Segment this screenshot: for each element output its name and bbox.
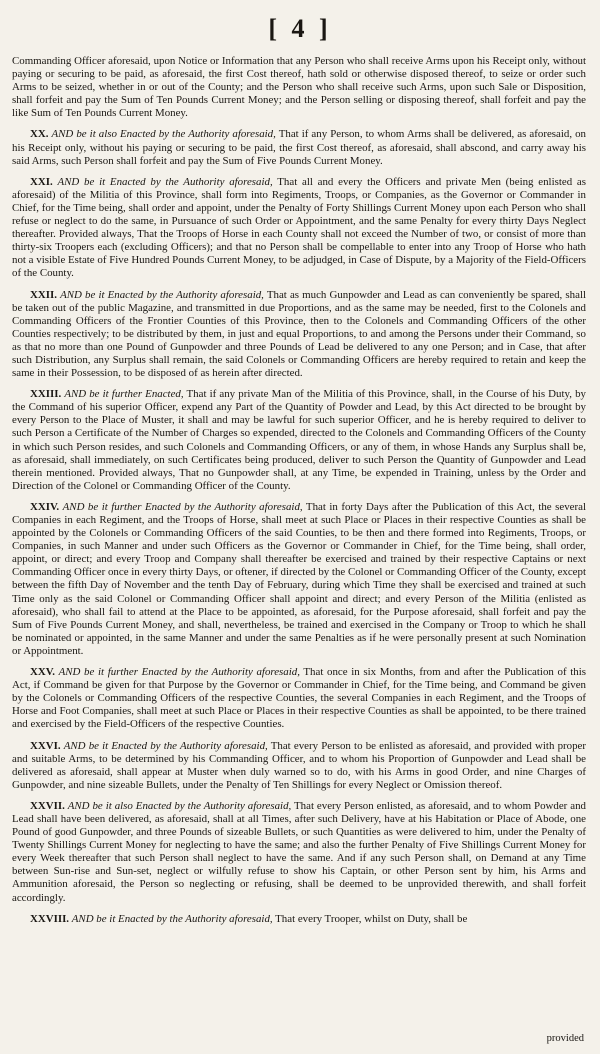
section-paragraph <box>12 740 586 792</box>
section-text: That if any private Man of the Militia of this Province, shall, in the Course of his Duty, by the Command of his superior Officer, expend any Part of the Quantity of Powder and Lead, by this Act directed to be brought by every Person to the Place of Muster, it shall and may be lawful for such superior Officer, and he is hereby required to deliver to such Person a Certificate of the Number of Charges so expended, directed to the Colonels and Commanding Officers of the County in which such Person resides, and such Colonels and Commanding Officers, or any of them, in whose Hands any Surplus shall be, as aforesaid, shall immediately, on such Certificates being produced, deliver to such Person the Quantity of Gunpowder and Lead therein mentioned. Provided always, That no Gunpowder shall, at any Time, be expended in Training, unless by the Order and Direction of the Colonel or Commanding Officer of the County. <box>12 388 586 492</box>
section-paragraph <box>12 388 586 493</box>
enacting-clause: AND be it Enacted by the Authority aforesaid, <box>57 175 273 188</box>
section-number: XXV. <box>30 666 55 679</box>
statute-text <box>12 55 586 934</box>
section-paragraph <box>12 501 586 658</box>
enacting-clause: AND be it Enacted by the Authority aforesaid, <box>63 739 268 752</box>
section-paragraph <box>12 128 586 167</box>
section-paragraph <box>12 913 586 926</box>
enacting-clause: AND be it further Enacted by the Authority aforesaid, <box>58 666 300 679</box>
section-paragraph <box>12 289 586 381</box>
section-paragraph <box>12 55 586 120</box>
section-text: That every Person to be enlisted as aforesaid, and provided with proper and suitable Arms, to be determined by his Commanding Officer, and to whom his Proportion of Gunpowder and Lead shall be delivered as aforesaid, shall appear at Muster when duly warned so to do, with his Arms in good Order, and nine Charges of Gunpowder, and nine sizeable Bullets, under the Penalty of Ten Shillings for every Neglect or Omission thereof. <box>12 739 586 791</box>
section-text: Commanding Officer aforesaid, upon Notice or Information that any Person who shall receive Arms upon his Receipt only, without paying or securing to be paid, as aforesaid, the first Cost thereof, hath sold or otherwise disposed thereof, to seize or order such Arms to be seized, whether in or out of the County; and the Person who shall receive such Arms, upon such Sale or Disposition, shall forfeit and pay the Sum of Ten Pounds Current Money; and the Person selling or disposing thereof, shall forfeit and pay the like Sum of Ten Pounds Current Money. <box>12 55 586 120</box>
catchword: provided <box>546 1033 584 1044</box>
section-text: That in forty Days after the Publication of this Act, the several Companies in each Regiment, and the Troops of Horse, shall meet at such Place or Places in their respective Counties as shall be appointed by the Colonels or Commanding Officers of the said Counties, to be then and there formed into Regiments, Troops, or Companies, in such Manner and under such Officers as the Governor or Commander in Chief, for the Time being, shall order, appoint, or direct; and every Troop and Company shall thereafter be exercised and trained by their respective Captains or next Commanding Officer once in every thirty Days, or oftener, if directed by the Colonel or Commanding Officer of the County, except between the fifth Day of November and the tenth Day of February, during which Time they shall be exercised and trained at such Time only as the said Colonel or Commanding Officer shall appoint and direct; and every Person of the Militia (enlisted as aforesaid), who shall fail to attend at the Place to be appointed, as aforesaid, for the Purpose aforesaid, shall forfeit and pay the Sum of Five Pounds Current Money, and shall, nevertheless, be trained and exercised in the Company or Troop to which he shall be nominated or appointed, in the same Manner and under the same Penalties as if he were personally present at such Nomination or Appointment. <box>12 500 586 657</box>
section-number: XXII. <box>30 288 57 301</box>
section-text: That all and every the Officers and private Men (being enlisted as aforesaid) of the Militia of this Province, shall form into Regiments, Troops, or Companies, as the Governor or Commander in Chief, for the Time being, shall order and appoint, under the Penalty of Forty Shillings Current Money upon each Person who shall refuse or neglect to do the same, in Pursuance of such Order or Appointment, and the same Penalty for every thirty Days Neglect thereafter. Provided always, That the Troops of Horse in each County shall not exceed the Number of two, or consist of more than thirty-six Troopers each (excluding Officers); and that no Person shall be compellable to enter into any Troop of Horse who hath not a visible Estate of Five Hundred Pounds Current Money, to be adjudged, in Case of Dispute, by a Majority of the Field-Officers of the County. <box>12 175 586 280</box>
page-number: [ 4 ] <box>268 14 332 43</box>
section-number: XXVI. <box>30 739 61 752</box>
section-number: XX. <box>30 128 49 141</box>
section-text: That every Trooper, whilst on Duty, shall be <box>275 912 468 925</box>
section-number: XXVIII. <box>30 912 70 925</box>
section-paragraph <box>12 800 586 905</box>
section-text: That every Person enlisted, as aforesaid, and to whom Powder and Lead shall have been delivered, as aforesaid, shall at all Times, after such Delivery, have at his Habitation or Place of Abode, one Pound of good Gunpowder, and three Pounds of sizeable Bullets, or such Quantities as were delivered to him, under the Penalty of Twenty Shillings Current Money for neglecting to have the same; and also the further Penalty of Five Shillings Current Money for every Week thereafter that such Person shall neglect to have the same. And if any such Person shall, on Demand at any Time between Sun-rise and Sun-set, neglect or wilfully refuse to show his Captain, or other Person sent by him, his Arms and Ammunition aforesaid, the Person so neglecting or refusing, shall be deemed to be unprovided therewith, and shall forfeit accordingly. <box>12 799 586 904</box>
enacting-clause: AND be it also Enacted by the Authority aforesaid, <box>67 799 292 812</box>
section-text: That as much Gunpowder and Lead as can conveniently be spared, shall be taken out of the public Magazine, and transmitted in due Proportions, and as the same may be needed, first to the Colonels and Commanding Officers of the Frontier Counties of this Province, then to the Colonels and Commanding Officers of the other Counties respectively; to be distributed by them, in just and equal Proportions, to and among the Persons under their Command, so as that no more than one Pound of Gunpowder and three Pounds of Lead be delivered to any one Person; and in Case, that after such Distribution, any Surplus shall remain, the said Colonels or Commanding Officers are hereby required to retain and keep the same in their Possession, to be disposed of as herein after directed. <box>12 288 586 380</box>
enacting-clause: AND be it also Enacted by the Authority aforesaid, <box>51 128 276 141</box>
enacting-clause: AND be it Enacted by the Authority aforesaid, <box>60 288 264 301</box>
section-text: That if any Person, to whom Arms shall be delivered, as aforesaid, on his Receipt only, without his paying or securing to be paid, the first Cost thereof, as aforesaid, shall abscond, and carry away his said Arms, such Person shall forfeit and pay the Sum of Five Pounds Current Money. <box>12 128 587 167</box>
section-number: XXI. <box>30 175 53 188</box>
section-text: That once in six Months, from and after the Publication of this Act, if Command be given for that Purpose by the Governor or Commander in Chief, for the Time being, and Command be given by the Colonels or Commanding Officers of the respective Counties, the several Companies in each Regiment, and the Troops of Horse and Foot Companies, shall meet at such Place or Places in their respective Counties as shall be appointed, to be there trained and exercised by the Field-Officers of the respective Counties. <box>12 666 586 731</box>
section-paragraph <box>12 666 586 731</box>
section-number: XXIII. <box>30 388 62 401</box>
section-paragraph <box>12 176 586 281</box>
section-number: XXVII. <box>30 799 65 812</box>
enacting-clause: AND be it further Enacted, <box>64 388 184 401</box>
enacting-clause: AND be it Enacted by the Authority aforesaid, <box>71 912 273 925</box>
enacting-clause: AND be it further Enacted by the Authority aforesaid, <box>62 500 303 513</box>
section-number: XXIV. <box>30 500 60 513</box>
